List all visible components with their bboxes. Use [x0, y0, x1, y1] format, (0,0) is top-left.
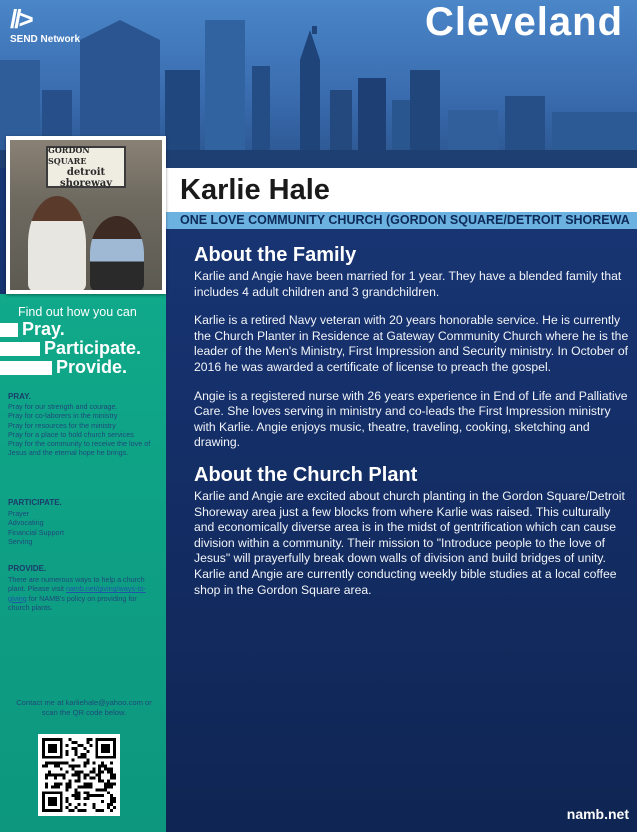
participate-item: Financial Support — [8, 527, 64, 537]
provide-heading: PROVIDE. — [8, 564, 47, 573]
participate-item: Serving — [8, 536, 33, 546]
church-plant-paragraph-1: Karlie and Angie are excited about church planting in the Gordon Square/Detroit Shoreway area just a few blocks from where Karlie was raised. This culturally and economically diverse area is in the midst of gentrification which can cause division within a community. Their mission to "Introduce people to the love of Jesus" will prayerfully break down walls of division and build bridges of unity. — [194, 488, 625, 566]
find-out-heading: Find out how you can — [18, 305, 137, 319]
ppp-word-participate: Participate. — [44, 338, 142, 358]
provide-text-before: There are numerous ways to help a church plant. Please visit — [8, 575, 145, 594]
person-karlie — [28, 196, 86, 290]
participate-item: Prayer — [8, 509, 30, 518]
send-network-logo — [10, 6, 80, 45]
photo-scene — [10, 140, 162, 290]
namb-site-label: namb.net — [566, 806, 629, 822]
giving-link[interactable]: namb.net/giving/ways-to-giving — [8, 584, 146, 603]
involvement-sidebar — [0, 294, 166, 832]
participate-list — [8, 509, 160, 546]
pray-item: Pray for co-laborers in the ministry — [8, 411, 118, 421]
sign-line-2: detroit — [66, 167, 106, 178]
ppp-word-provide: Provide. — [56, 357, 128, 377]
family-paragraph-2: Karlie is a retired Navy veteran with 20 years honorable service. He is currently the Church Planter in Residence at Gateway Community Church where he is the leader of the Men's Ministry, First Impression and Security ministry. In October of 2016 he was awarded a certificate of license to preach the gospel. — [194, 313, 629, 374]
pray-list — [8, 402, 160, 458]
provide-text — [8, 575, 160, 612]
name-panel — [166, 168, 637, 212]
send-network-label: SEND Network — [10, 34, 81, 45]
ppp-bar-decoration — [0, 361, 52, 375]
street-sign — [46, 146, 126, 188]
church-name-bar: ONE LOVE COMMUNITY CHURCH (GORDON SQUARE/DETROIT SHOREWA — [166, 212, 637, 229]
planter-name: Karlie Hale — [180, 174, 330, 206]
ppp-pray — [0, 320, 166, 339]
qr-code-graphic — [42, 738, 116, 812]
sign-line-3: shoreway — [59, 178, 113, 189]
ppp-list — [0, 320, 166, 377]
participate-heading: PARTICIPATE. — [8, 498, 62, 507]
sign-line-1: GORDON SQUARE — [48, 145, 90, 166]
planter-photo — [6, 136, 166, 294]
ppp-bar-decoration — [0, 342, 40, 356]
contact-text: Contact me at karliehale@yahoo.com or scan the QR code below. — [16, 698, 152, 717]
family-paragraph-1: Karlie and Angie have been married for 1 year. They have a blended family that includes 4 adult children and 3 grandchildren. — [194, 269, 622, 299]
church-plant-heading: About the Church Plant — [194, 463, 418, 486]
ppp-participate — [0, 339, 166, 358]
ppp-bar-decoration — [0, 323, 18, 337]
city-title: Cleveland — [425, 0, 623, 44]
pray-item: Pray for resources for the ministry — [8, 420, 116, 430]
pray-item: Pray for a place to hold church services — [8, 429, 134, 439]
pray-heading: PRAY. — [8, 392, 31, 401]
provide-text-after: for NAMB's policy on providing for church plants. — [8, 593, 137, 612]
send-logo-icon: //> — [10, 4, 31, 34]
church-plant-paragraph-2: Karlie and Angie are currently conducting weekly bible studies at a local coffee shop in the Gordon Square area. — [194, 566, 617, 597]
ppp-provide — [0, 358, 166, 377]
ppp-word-pray: Pray. — [22, 319, 65, 339]
qr-code[interactable] — [38, 734, 120, 816]
main-content — [194, 244, 634, 598]
pray-item: Pray for the community to receive the love of Jesus and the eternal hope he brings. — [8, 439, 151, 458]
participate-item: Advocating — [8, 518, 44, 528]
family-heading: About the Family — [194, 244, 357, 266]
family-paragraph-3: Angie is a registered nurse with 26 years experience in End of Life and Palliative Care. She loves serving in ministry and co-leads the First Impression ministry with Karlie. Angie enjoys music, theatre, traveling, cooking, sketching and drawing. — [194, 388, 628, 450]
person-angie — [90, 216, 144, 290]
pray-item: Pray for our strength and courage. — [8, 402, 118, 411]
